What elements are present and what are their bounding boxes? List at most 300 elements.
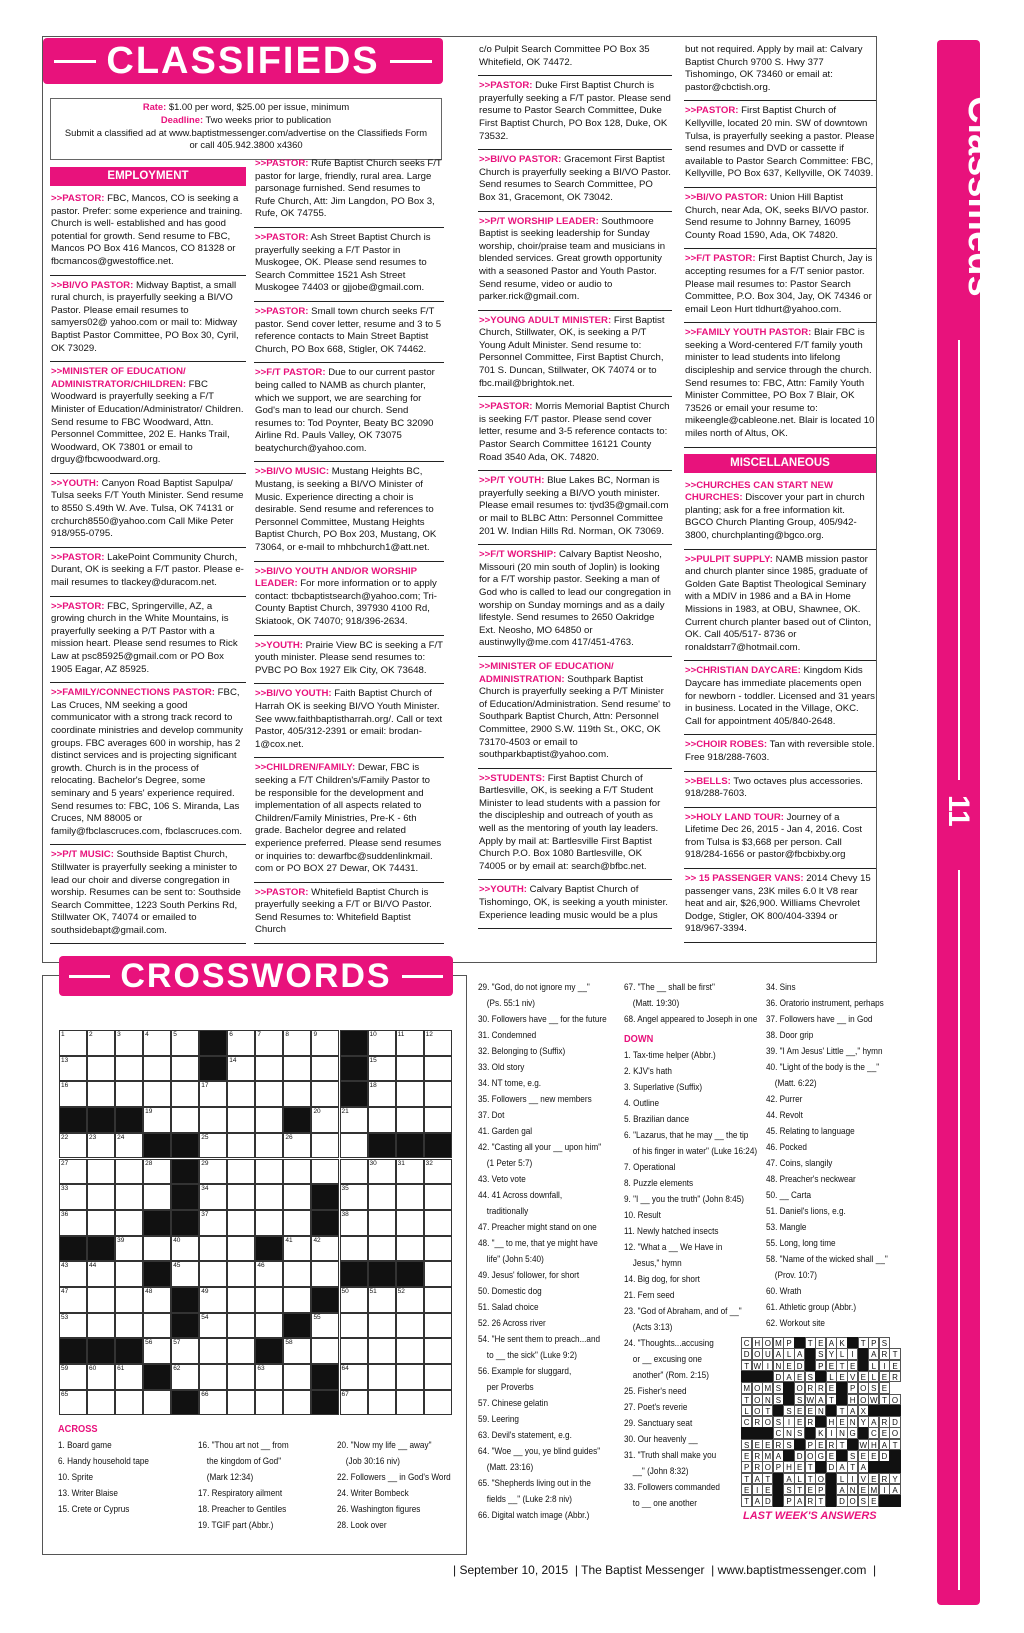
clue: (1 Peter 5:7) (486, 1158, 533, 1168)
ad-heading: >>BI/VO PASTOR: (685, 191, 768, 203)
answer-block (858, 1427, 869, 1439)
grid-block (171, 1313, 199, 1339)
grid-cell[interactable]: 19 (143, 1107, 171, 1133)
grid-cell[interactable] (255, 1390, 283, 1416)
grid-cell[interactable] (396, 1081, 424, 1107)
grid-cell[interactable] (368, 1364, 396, 1390)
grid-cell[interactable] (396, 1056, 424, 1082)
grid-block (59, 1236, 87, 1262)
grid-cell[interactable]: 58 (283, 1338, 311, 1364)
grid-cell[interactable] (199, 1338, 227, 1364)
grid-cell[interactable]: 28 (143, 1159, 171, 1185)
grid-cell[interactable] (424, 1056, 452, 1082)
grid-cell[interactable]: 56 (143, 1338, 171, 1364)
ad-text: Union Hill Baptist Church, near Ada, OK, seeks BI/VO pastor. Send resume to Johnny Barney, 16095 County Road 1590, Ada, OK 74820. (685, 191, 869, 241)
answer-cell: A (794, 1348, 805, 1360)
answer-cell: E (805, 1405, 816, 1417)
grid-cell[interactable] (199, 1236, 227, 1262)
grid-cell[interactable] (255, 1133, 283, 1159)
clue: the kingdom of God" (206, 1456, 282, 1466)
grid-cell[interactable] (255, 1184, 283, 1210)
answer-cell: P (783, 1337, 794, 1349)
grid-cell[interactable] (340, 1313, 368, 1339)
grid-cell[interactable] (311, 1261, 339, 1287)
grid-cell[interactable] (227, 1313, 255, 1339)
grid-cell[interactable]: 37 (199, 1210, 227, 1236)
side-title-text: Classifieds (960, 96, 1002, 297)
grid-cell[interactable]: 23 (87, 1133, 115, 1159)
grid-cell[interactable]: 32 (424, 1159, 452, 1185)
grid-cell[interactable]: 16 (59, 1081, 87, 1107)
clue: 59. Leering (478, 1414, 519, 1424)
clue: 65. "Shepherds living out in the (478, 1478, 591, 1488)
grid-cell[interactable] (424, 1338, 452, 1364)
clue: 8. Puzzle elements (624, 1178, 694, 1188)
clue: 28. Look over (337, 1520, 387, 1530)
grid-cell[interactable] (115, 1081, 143, 1107)
answer-cell: T (847, 1461, 858, 1473)
grid-cell[interactable]: 49 (199, 1287, 227, 1313)
clue: 58. "Name of the wicked shall __" (766, 1254, 888, 1264)
clue: 31. Condemned (478, 1030, 537, 1040)
answer-block (805, 1360, 816, 1372)
answer-cell: X (858, 1405, 869, 1417)
clue: (Ps. 55:1 niv) (486, 998, 536, 1008)
ad-heading: >>BELLS: (685, 775, 731, 787)
grid-cell[interactable] (227, 1364, 255, 1390)
answer-cell: T (762, 1473, 773, 1485)
clue: or __ excusing one (632, 1354, 702, 1364)
grid-cell[interactable] (311, 1056, 339, 1082)
grid-cell[interactable]: 29 (199, 1159, 227, 1185)
ad-heading: >>P/T MUSIC: (51, 849, 114, 861)
answer-cell: E (794, 1405, 805, 1417)
grid-cell[interactable] (115, 1313, 143, 1339)
classified-ad (684, 188, 876, 249)
grid-cell[interactable] (87, 1081, 115, 1107)
answer-cell: A (847, 1405, 858, 1417)
answer-cell: S (773, 1382, 784, 1394)
grid-cell[interactable]: 18 (368, 1081, 396, 1107)
grid-cell[interactable] (424, 1313, 452, 1339)
grid-cell[interactable] (424, 1107, 452, 1133)
grid-cell[interactable]: 26 (283, 1133, 311, 1159)
grid-cell[interactable] (227, 1261, 255, 1287)
grid-cell[interactable] (227, 1159, 255, 1185)
grid-cell[interactable] (283, 1184, 311, 1210)
grid-cell[interactable]: 9 (311, 1030, 339, 1056)
clue: 10. Sprite (58, 1472, 94, 1482)
grid-cell[interactable]: 8 (283, 1030, 311, 1056)
grid-cell[interactable] (115, 1210, 143, 1236)
clue: 16. "Thou art not __ from (198, 1440, 289, 1450)
rate-label: Rate: (142, 101, 167, 112)
grid-cell[interactable]: 60 (87, 1364, 115, 1390)
answer-cell: H (752, 1337, 763, 1349)
answer-cell: Y (858, 1416, 869, 1428)
grid-cell[interactable] (87, 1210, 115, 1236)
answer-cell: V (858, 1473, 869, 1485)
grid-cell[interactable]: 42 (311, 1236, 339, 1262)
grid-cell[interactable]: 25 (199, 1133, 227, 1159)
grid-cell[interactable]: 7 (255, 1030, 283, 1056)
grid-cell[interactable]: 5 (171, 1030, 199, 1056)
ad-text: First Baptist Church, Stillwater, OK, is seeking a P/T Young Adult Minister. Send resume to: Personnel Committee, First Baptist Church, 701 S. Duncan, Stillwater, OK 74074 or to fbc.mail@brightok.net. (479, 314, 665, 389)
grid-cell[interactable]: 20 (311, 1107, 339, 1133)
grid-cell[interactable] (368, 1313, 396, 1339)
clue: 47. Preacher might stand on one (478, 1222, 597, 1232)
grid-cell[interactable] (87, 1390, 115, 1416)
grid-cell[interactable]: 11 (396, 1030, 424, 1056)
answer-cell: E (741, 1484, 752, 1496)
grid-cell[interactable]: 10 (368, 1030, 396, 1056)
answer-cell: R (805, 1495, 816, 1507)
answer-block (889, 1461, 900, 1473)
ad-text: Morris Memorial Baptist Church is seeking F/T pastor. Please send cover letter, resume and 3-5 reference contacts to: Pastor Search Committee 16121 County Road 3540 Ada, OK. 74820. (479, 401, 670, 463)
grid-cell[interactable] (424, 1236, 452, 1262)
classified-ad (254, 363, 444, 462)
answer-cell: T (762, 1405, 773, 1417)
grid-cell[interactable] (255, 1107, 283, 1133)
grid-cell[interactable]: 63 (255, 1364, 283, 1390)
clue: 31. "Truth shall make you (624, 1450, 717, 1460)
ad-text: Faith Baptist Church of Harrah OK is seeking BI/VO Youth Minister. See www.faithbaptistharrah.org/. Call or text Pastor, 405/312-2391 or email: brodan-1@cox.net. (255, 688, 443, 750)
answer-cell: L (783, 1348, 794, 1360)
answer-cell: H (847, 1394, 858, 1406)
grid-cell[interactable]: 61 (115, 1364, 143, 1390)
grid-cell[interactable]: 50 (340, 1287, 368, 1313)
grid-cell[interactable] (368, 1338, 396, 1364)
grid-cell[interactable]: 46 (255, 1261, 283, 1287)
classified-ad (684, 101, 876, 188)
grid-cell[interactable] (311, 1133, 339, 1159)
answer-cell: O (794, 1382, 805, 1394)
classified-ad (254, 228, 444, 302)
grid-block (171, 1390, 199, 1416)
grid-cell[interactable] (115, 1287, 143, 1313)
answer-cell: P (805, 1439, 816, 1451)
answer-cell: O (858, 1394, 869, 1406)
grid-cell[interactable]: 21 (340, 1107, 368, 1133)
answer-cell: L (836, 1348, 847, 1360)
answer-block (868, 1461, 879, 1473)
grid-cell[interactable] (255, 1313, 283, 1339)
across-clues-b (198, 1437, 339, 1533)
grid-cell[interactable]: 54 (199, 1313, 227, 1339)
ad-text: Small town church seeks F/T pastor. Send cover letter, resume and 3 to 5 reference contacts to Main Street Baptist Church, PO Box 668, Stigler, OK 74462. (255, 305, 442, 355)
classifieds-header (43, 38, 443, 84)
grid-cell[interactable]: 34 (199, 1184, 227, 1210)
answer-cell: E (847, 1360, 858, 1372)
grid-cell[interactable] (87, 1159, 115, 1185)
clue: 6. Handy household tape (58, 1456, 149, 1466)
grid-cell[interactable] (396, 1184, 424, 1210)
classifieds-title: CLASSIFIEDS (106, 39, 380, 82)
answer-cell: D (826, 1461, 837, 1473)
answer-cell: M (868, 1484, 879, 1496)
grid-cell[interactable]: 44 (87, 1261, 115, 1287)
grid-cell[interactable]: 27 (59, 1159, 87, 1185)
grid-cell[interactable] (199, 1364, 227, 1390)
answer-cell: A (752, 1495, 763, 1507)
answer-cell: S (868, 1382, 879, 1394)
grid-cell[interactable]: 59 (59, 1364, 87, 1390)
grid-cell[interactable]: 52 (396, 1287, 424, 1313)
grid-cell[interactable] (87, 1056, 115, 1082)
grid-cell[interactable] (424, 1210, 452, 1236)
grid-cell[interactable]: 2 (87, 1030, 115, 1056)
grid-cell[interactable]: 30 (368, 1159, 396, 1185)
grid-cell[interactable] (311, 1338, 339, 1364)
answer-cell: R (805, 1416, 816, 1428)
grid-cell[interactable] (227, 1390, 255, 1416)
grid-cell[interactable] (340, 1133, 368, 1159)
classified-ad (684, 550, 876, 662)
grid-cell[interactable] (424, 1390, 452, 1416)
grid-cell[interactable] (396, 1236, 424, 1262)
clue: 11. Newly hatched insects (624, 1226, 719, 1236)
grid-cell[interactable] (368, 1184, 396, 1210)
classified-ad (684, 661, 876, 735)
answer-block (783, 1394, 794, 1406)
clue: 50. Domestic dog (478, 1286, 542, 1296)
grid-cell[interactable] (87, 1184, 115, 1210)
answer-cell: T (741, 1495, 752, 1507)
grid-block (171, 1184, 199, 1210)
grid-cell[interactable]: 41 (283, 1236, 311, 1262)
grid-cell[interactable] (424, 1184, 452, 1210)
grid-cell[interactable]: 22 (59, 1133, 87, 1159)
grid-cell[interactable] (227, 1210, 255, 1236)
answer-block (836, 1382, 847, 1394)
grid-cell[interactable] (255, 1081, 283, 1107)
answer-cell: G (815, 1450, 826, 1462)
grid-cell[interactable] (143, 1184, 171, 1210)
answer-cell: O (752, 1382, 763, 1394)
rate-text: $1.00 per word, $25.00 per issue, minimum (166, 101, 350, 112)
grid-cell[interactable] (255, 1287, 283, 1313)
grid-cell[interactable]: 33 (59, 1184, 87, 1210)
classified-ad (50, 683, 246, 845)
grid-cell[interactable]: 48 (143, 1287, 171, 1313)
deadline-label: Deadline: (160, 113, 204, 125)
grid-cell[interactable]: 40 (171, 1236, 199, 1262)
grid-cell[interactable] (283, 1261, 311, 1287)
grid-cell[interactable] (340, 1236, 368, 1262)
grid-cell[interactable] (396, 1210, 424, 1236)
grid-cell[interactable] (143, 1313, 171, 1339)
grid-cell[interactable] (368, 1107, 396, 1133)
grid-cell[interactable]: 6 (227, 1030, 255, 1056)
grid-cell[interactable] (87, 1287, 115, 1313)
grid-cell[interactable]: 67 (340, 1390, 368, 1416)
grid-cell[interactable]: 24 (115, 1133, 143, 1159)
grid-cell[interactable]: 1 (59, 1030, 87, 1056)
grid-block (311, 1364, 339, 1390)
grid-cell[interactable] (283, 1159, 311, 1185)
grid-cell[interactable] (115, 1159, 143, 1185)
grid-cell[interactable]: 35 (340, 1184, 368, 1210)
grid-cell[interactable]: 36 (59, 1210, 87, 1236)
grid-cell[interactable]: 45 (171, 1261, 199, 1287)
grid-cell[interactable] (227, 1338, 255, 1364)
answer-cell: D (741, 1348, 752, 1360)
grid-cell[interactable] (143, 1390, 171, 1416)
grid-cell[interactable]: 47 (59, 1287, 87, 1313)
grid-cell[interactable] (283, 1390, 311, 1416)
grid-cell[interactable] (199, 1107, 227, 1133)
ad-text: but not required. Apply by mail at: Calvary Baptist Church 9700 S. Hwy 377 Tishomingo, OK 73460 or email at: pastor@cbctish.org. (685, 44, 863, 93)
ad-text: Southpark Baptist Church is prayerfully seeking a P/T Minister of Education/Administration. Send resume' to Southpark Baptist Church, Attn: Personnel Committee, 2900 S.W. 119th St., OKC, OK 73170-4503 or email to southparkbaptist@yahoo.com. (479, 673, 671, 761)
answer-cell: T (794, 1484, 805, 1496)
grid-cell[interactable]: 39 (115, 1236, 143, 1262)
grid-cell[interactable] (255, 1056, 283, 1082)
clue: 15. Crete or Cyprus (58, 1504, 130, 1514)
ad-text: Canyon Road Baptist Sapulpa/ Tulsa seeks F/T Youth Minister. Send resume to 8550 S.49th W. Ave. Tulsa, OK 74131 or crchurch8550@yahoo.com Call Mike Peter 918/955-0795. (51, 477, 244, 540)
grid-cell[interactable] (199, 1261, 227, 1287)
grid-cell[interactable]: 51 (368, 1287, 396, 1313)
grid-cell[interactable]: 57 (171, 1338, 199, 1364)
answer-cell: A (773, 1348, 784, 1360)
answer-cell: T (858, 1337, 869, 1349)
classified-ad (684, 476, 876, 550)
grid-cell[interactable] (227, 1287, 255, 1313)
answer-cell: L (836, 1473, 847, 1485)
grid-cell[interactable] (115, 1056, 143, 1082)
grid-cell[interactable]: 3 (115, 1030, 143, 1056)
grid-cell[interactable] (424, 1364, 452, 1390)
grid-cell[interactable] (340, 1159, 368, 1185)
grid-cell[interactable]: 17 (199, 1081, 227, 1107)
grid-cell[interactable] (255, 1210, 283, 1236)
grid-cell[interactable] (311, 1159, 339, 1185)
grid-cell[interactable] (143, 1081, 171, 1107)
grid-cell[interactable] (171, 1081, 199, 1107)
grid-cell[interactable] (396, 1390, 424, 1416)
ad-text: Southside Baptist Church, Stillwater is prayerfully seeking a minister to lead our choir and diverse congregation in worship. Resumes can be sent to: Southside Search Committee, 1223 South Perkins Rd, Stillwater OK, 74074 or emailed to southsidebapt@gmail.com. (51, 849, 241, 936)
grid-cell[interactable] (115, 1261, 143, 1287)
grid-cell[interactable] (255, 1159, 283, 1185)
grid-block (255, 1338, 283, 1364)
grid-cell[interactable] (283, 1210, 311, 1236)
clue: 53. Mangle (766, 1222, 807, 1232)
grid-block (115, 1107, 143, 1133)
grid-cell[interactable]: 62 (171, 1364, 199, 1390)
answer-cell: S (794, 1427, 805, 1439)
grid-cell[interactable]: 14 (227, 1056, 255, 1082)
grid-cell[interactable]: 15 (368, 1056, 396, 1082)
grid-cell[interactable]: 4 (143, 1030, 171, 1056)
grid-block (171, 1210, 199, 1236)
grid-cell[interactable] (115, 1390, 143, 1416)
grid-cell[interactable] (368, 1236, 396, 1262)
grid-cell[interactable]: 38 (340, 1210, 368, 1236)
grid-block (255, 1236, 283, 1262)
answer-cell: A (836, 1484, 847, 1496)
grid-cell[interactable]: 65 (59, 1390, 87, 1416)
ad-text: Gracemont First Baptist Church is prayerfully seeking a BI/VO Pastor. Send resumes to Search Committee, PO Box 31, Gracemont, OK 73042. (479, 154, 671, 203)
grid-cell[interactable] (115, 1184, 143, 1210)
grid-cell[interactable]: 13 (59, 1056, 87, 1082)
grid-cell[interactable] (396, 1313, 424, 1339)
grid-cell[interactable] (424, 1287, 452, 1313)
across-clues-c (337, 1437, 478, 1533)
side-rule-bottom (958, 870, 960, 1590)
grid-cell[interactable]: 43 (59, 1261, 87, 1287)
clue: 51. Salad choice (478, 1302, 539, 1312)
ad-text: FBC, Springerville, AZ, a growing church in the White Mountains, is prayerfully seeking a P/T Pastor with a mission heart. Please send resumes to Rick Law at psc85925@gmail.com or PO Box 1905 Eagar, AZ 85925. (51, 600, 238, 675)
ad-heading: >>FAMILY YOUTH PASTOR: (685, 327, 812, 339)
classified-ad (684, 249, 876, 323)
grid-cell[interactable] (171, 1056, 199, 1082)
footer-date: September 10, 2015 (459, 1563, 569, 1577)
grid-cell[interactable] (283, 1287, 311, 1313)
grid-cell[interactable] (227, 1107, 255, 1133)
ad-heading: >>F/T PASTOR: (685, 253, 756, 265)
grid-cell[interactable]: 31 (396, 1159, 424, 1185)
grid-cell[interactable]: 12 (424, 1030, 452, 1056)
grid-cell[interactable] (340, 1338, 368, 1364)
answer-cell: D (836, 1495, 847, 1507)
clue: 30. Followers have __ for the future (478, 1014, 607, 1024)
clue: 62. Workout site (766, 1318, 825, 1328)
answer-cell: T (805, 1473, 816, 1485)
grid-cell[interactable]: 66 (199, 1390, 227, 1416)
grid-cell[interactable]: 64 (340, 1364, 368, 1390)
answer-cell: E (889, 1360, 900, 1372)
grid-cell[interactable] (283, 1081, 311, 1107)
answer-block (836, 1394, 847, 1406)
classified-ad (254, 883, 444, 944)
grid-cell[interactable] (424, 1081, 452, 1107)
grid-block (368, 1133, 396, 1159)
ad-heading: >>CHILDREN/FAMILY: (255, 762, 356, 774)
grid-cell[interactable]: 53 (59, 1313, 87, 1339)
grid-cell[interactable] (171, 1107, 199, 1133)
answer-cell: R (815, 1382, 826, 1394)
grid-cell[interactable] (368, 1210, 396, 1236)
answer-cell: W (859, 1440, 868, 1450)
clue: (Job 30:16 niv) (345, 1456, 400, 1466)
grid-cell[interactable] (368, 1390, 396, 1416)
grid-cell[interactable] (396, 1364, 424, 1390)
grid-cell[interactable] (396, 1107, 424, 1133)
ad-heading: >>CHOIR ROBES: (685, 739, 768, 751)
answer-cell: D (773, 1371, 784, 1383)
ad-text: 2014 Chevy 15 passenger vans, 23K miles 6.0 lt V8 rear heat and air, $26,900. Williams Chevrolet Dodge, Stigler, OK 800/404-3394 or 918/967-3394. (685, 873, 871, 935)
answer-block (783, 1450, 794, 1462)
grid-cell[interactable] (311, 1081, 339, 1107)
clue: traditionally (486, 1206, 529, 1216)
clue: 26. Washington figures (337, 1504, 421, 1514)
grid-cell[interactable] (283, 1056, 311, 1082)
answer-cell: A (826, 1337, 837, 1349)
grid-cell[interactable] (227, 1184, 255, 1210)
grid-cell[interactable] (424, 1261, 452, 1287)
grid-cell[interactable] (143, 1056, 171, 1082)
grid-cell[interactable] (87, 1313, 115, 1339)
grid-cell[interactable] (227, 1133, 255, 1159)
grid-block (171, 1133, 199, 1159)
grid-cell[interactable] (227, 1236, 255, 1262)
grid-cell[interactable] (283, 1364, 311, 1390)
grid-cell[interactable] (143, 1236, 171, 1262)
answer-cell: M (762, 1382, 773, 1394)
grid-cell[interactable] (227, 1081, 255, 1107)
answers-label: LAST WEEK'S ANSWERS (743, 1510, 877, 1522)
grid-cell[interactable]: 55 (311, 1313, 339, 1339)
grid-cell[interactable] (396, 1338, 424, 1364)
